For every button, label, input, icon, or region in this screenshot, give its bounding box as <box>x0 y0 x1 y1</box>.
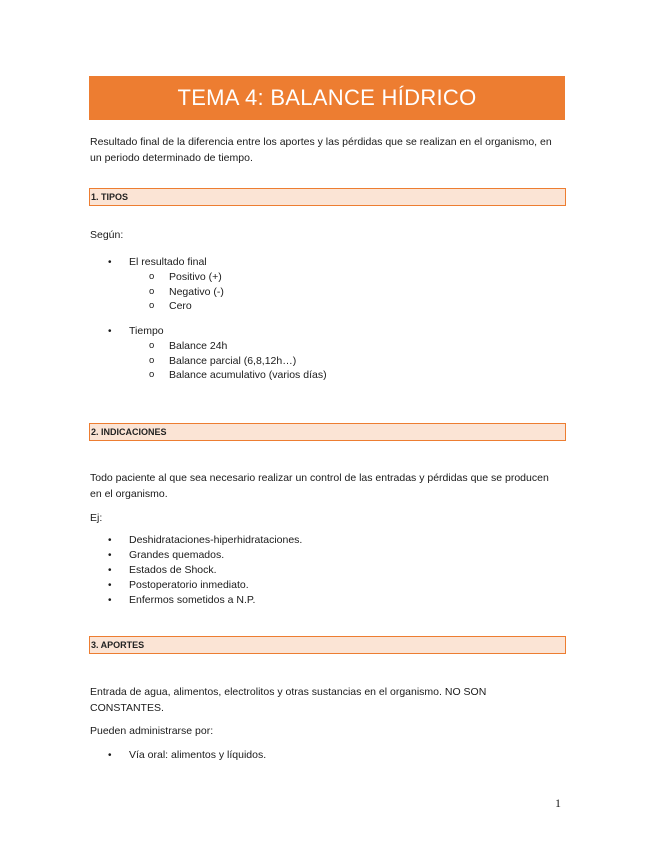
sub-list-item <box>90 368 560 383</box>
sub-list-item <box>90 354 560 369</box>
sub-list-item-label: Balance 24h <box>169 340 228 352</box>
section-heading-aportes: 3. APORTES <box>89 636 566 654</box>
list-item <box>90 593 560 608</box>
sub-bullet-icon: o <box>149 340 155 351</box>
tipos-group-resultado <box>90 255 560 314</box>
bullet-icon: • <box>108 595 112 606</box>
list-item-label: El resultado final <box>129 256 207 268</box>
tipos-group-tiempo <box>90 324 560 383</box>
sub-list-item <box>90 299 560 314</box>
sub-list-item-label: Balance parcial (6,8,12h…) <box>169 354 297 367</box>
list-item <box>90 578 560 593</box>
sub-list-item-label: Cero <box>169 300 192 312</box>
bullet-icon: • <box>108 550 112 561</box>
list-item-label: Grandes quemados. <box>129 549 225 561</box>
list-item <box>90 563 560 578</box>
indicaciones-example-label: Ej: <box>90 512 103 524</box>
list-item-label: Estados de Shock. <box>129 564 217 576</box>
sub-bullet-icon: o <box>149 369 155 380</box>
sub-list-item <box>90 270 560 285</box>
list-item-label: Tiempo <box>129 325 164 337</box>
tipos-lead: Según: <box>90 229 124 241</box>
aportes-list <box>90 748 560 763</box>
indicaciones-paragraph: Todo paciente al que sea necesario realizar un control de las entradas y pérdidas que se producen en el organismo. <box>90 472 549 500</box>
sub-bullet-icon: o <box>149 285 155 297</box>
section-heading-indicaciones: 2. INDICACIONES <box>89 423 566 441</box>
list-item <box>90 548 560 563</box>
list-item-label: Enfermos sometidos a N.P. <box>129 594 256 606</box>
section-heading-tipos: 1. TIPOS <box>89 188 566 206</box>
indicaciones-list <box>90 533 560 608</box>
aportes-paragraph: Entrada de agua, alimentos, electrolitos y otras sustancias en el organismo. NO SON CONSTANTES. <box>90 686 487 714</box>
page-number: 1 <box>555 796 561 810</box>
bullet-icon: • <box>108 750 112 761</box>
bullet-icon: • <box>108 535 112 546</box>
bullet-icon: • <box>108 580 112 591</box>
list-item-label: Vía oral: alimentos y líquidos. <box>129 749 267 761</box>
sub-list-item <box>90 285 560 300</box>
list-item-label: Postoperatorio inmediato. <box>129 579 249 591</box>
sub-bullet-icon: o <box>149 271 155 282</box>
list-item <box>90 255 560 270</box>
list-item <box>90 324 560 339</box>
list-item-label: Deshidrataciones-hiperhidrataciones. <box>129 534 303 546</box>
sub-list-item-label: Balance acumulativo (varios días) <box>169 369 327 381</box>
sub-list-item-label: Positivo (+) <box>169 271 222 283</box>
list-item <box>90 748 560 763</box>
aportes-lead: Pueden administrarse por: <box>90 725 214 737</box>
bullet-icon: • <box>108 565 112 576</box>
bullet-icon: • <box>108 326 112 337</box>
document-title: TEMA 4: BALANCE HÍDRICO <box>89 76 565 120</box>
sub-list-item-label: Negativo (-) <box>169 285 224 298</box>
list-item <box>90 533 560 548</box>
bullet-icon: • <box>108 257 112 268</box>
sub-bullet-icon: o <box>149 300 155 311</box>
sub-bullet-icon: o <box>149 354 155 366</box>
sub-list-item <box>90 339 560 354</box>
intro-paragraph: Resultado final de la diferencia entre los aportes y las pérdidas que se realizan en el organismo, en un periodo determinado de tiempo. <box>90 136 552 164</box>
